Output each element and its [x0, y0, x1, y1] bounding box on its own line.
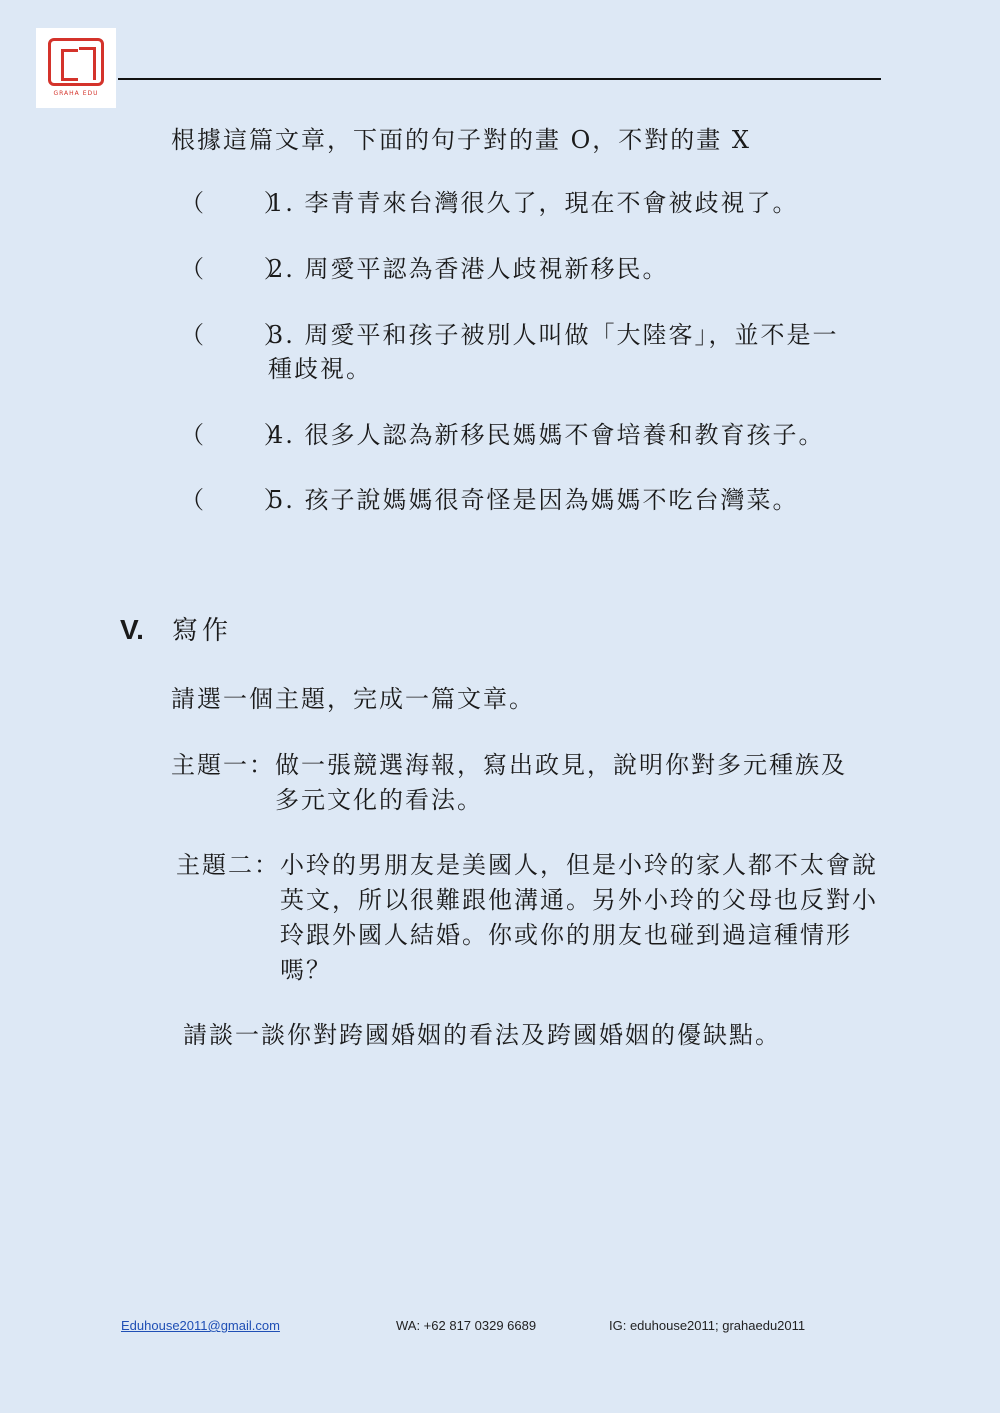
closing-question: 請談一談你對跨國婚姻的看法及跨國婚姻的優缺點。	[183, 1021, 781, 1049]
statement-text: 4. 很多人認為新移民媽媽不會培養和教育孩子。	[268, 421, 825, 449]
statement-text: 5. 孩子說媽媽很奇怪是因為媽媽不吃台灣菜。	[268, 486, 799, 514]
answer-parens: （ ）	[180, 486, 290, 514]
section-number: V.	[120, 614, 144, 645]
instruction: 根據這篇文章，下面的句子對的畫 O，不對的畫 X	[171, 126, 752, 154]
writing-prompt: 請選一個主題，完成一篇文章。	[171, 685, 535, 713]
section-title: 寫作	[172, 616, 233, 646]
tf-item	[180, 483, 858, 517]
statement-text: 3. 周愛平和孩子被別人叫做「大陸客」，並不是一種歧視。	[268, 321, 839, 383]
answer-parens: （ ）	[180, 421, 290, 449]
topic-text: 小玲的男朋友是美國人，但是小玲的家人都不太會說英文，所以很難跟他溝通。另外小玲的父母也反對小玲跟外國人結婚。你或你的朋友也碰到過這種情形嗎？	[280, 851, 878, 984]
topic-one	[171, 748, 871, 818]
header-rule	[118, 78, 881, 80]
logo-text: GRAHA EDU	[53, 90, 99, 97]
footer-email-link[interactable]: Eduhouse2011@gmail.com	[121, 1318, 280, 1333]
topic-label: 主題一：	[171, 751, 275, 779]
seal-icon	[48, 38, 104, 86]
topic-label: 主題二：	[176, 851, 280, 879]
tf-item	[180, 186, 858, 220]
answer-parens: （ ）	[180, 189, 290, 217]
footer-instagram: IG: eduhouse2011; grahaedu2011	[609, 1318, 806, 1333]
tf-item	[180, 252, 858, 286]
statement-text: 2. 周愛平認為香港人歧視新移民。	[268, 255, 669, 283]
answer-parens: （ ）	[180, 255, 290, 283]
topic-text: 做一張競選海報，寫出政見，說明你對多元種族及多元文化的看法。	[275, 751, 847, 814]
tf-item	[180, 418, 858, 452]
graha-edu-logo	[36, 28, 116, 108]
section-heading	[120, 610, 232, 647]
answer-parens: （ ）	[180, 321, 290, 349]
statement-text: 1. 李青青來台灣很久了，現在不會被歧視了。	[268, 189, 799, 217]
tf-item	[180, 318, 858, 386]
topic-two	[176, 848, 881, 988]
footer-whatsapp: WA: +62 817 0329 6689	[396, 1318, 537, 1333]
